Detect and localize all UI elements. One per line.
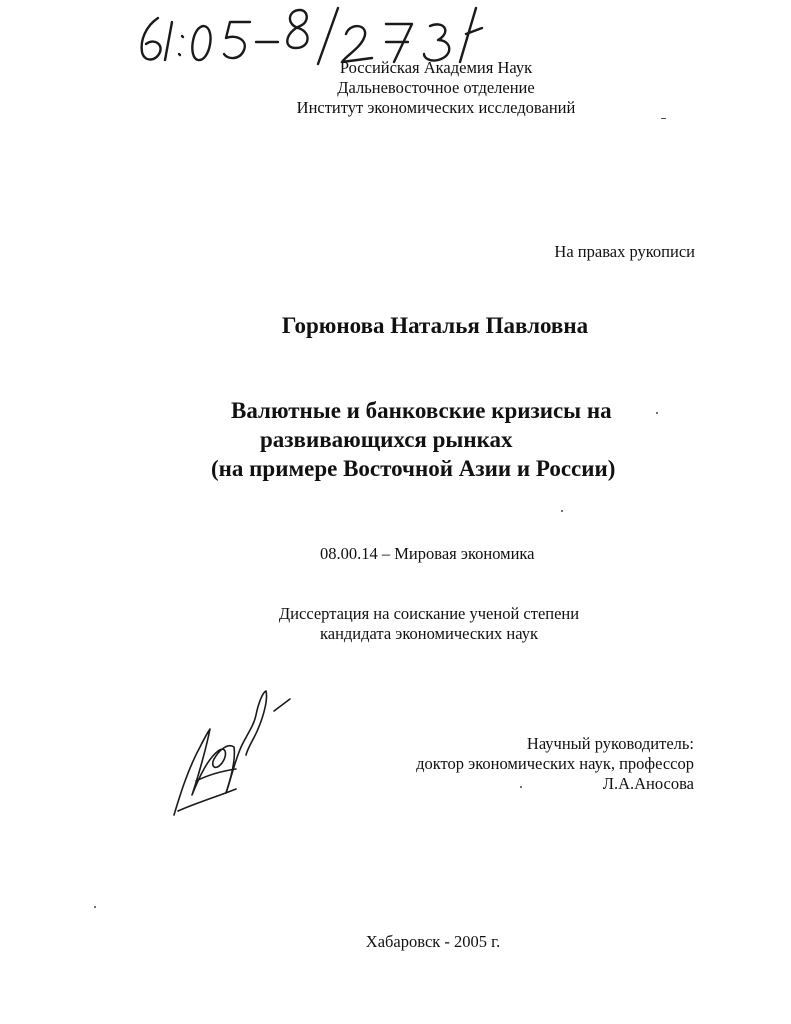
city-and-year: Хабаровск - 2005 г.: [365, 932, 501, 951]
degree-statement-line-1: Диссертация на соискание ученой степени: [278, 604, 580, 623]
rights-note: На правах рукописи: [554, 242, 695, 261]
organization-branch: Дальневосточное отделение: [337, 78, 535, 97]
supervisor-role: Научный руководитель:: [526, 734, 694, 753]
degree-statement-line-2: кандидата экономических наук: [319, 624, 538, 643]
supervisor-name: Л.А.Аносова: [602, 774, 694, 793]
scan-speck: [561, 510, 563, 512]
organization-academy: Российская Академия Наук: [339, 58, 533, 77]
supervisor-block: [416, 734, 694, 794]
scan-speck: [94, 906, 96, 908]
author-name: Горюнова Наталья Павловна: [281, 313, 589, 338]
degree-statement: [256, 604, 602, 644]
organization-block: [236, 58, 636, 118]
scan-speck: [656, 412, 658, 414]
handwritten-signature: [166, 685, 296, 825]
scan-speck: [661, 118, 666, 119]
thesis-title-line-2: развивающихся рынках: [260, 427, 513, 452]
organization-institute: Институт экономических исследований: [296, 98, 576, 117]
scan-speck: [520, 786, 522, 788]
thesis-title-line-3: (на примере Восточной Азии и России): [211, 456, 616, 481]
thesis-title-line-1: Валютные и банковские кризисы на: [231, 398, 612, 423]
specialty-code: 08.00.14 – Мировая экономика: [320, 544, 535, 563]
supervisor-degree: доктор экономических наук, профессор: [416, 754, 694, 773]
